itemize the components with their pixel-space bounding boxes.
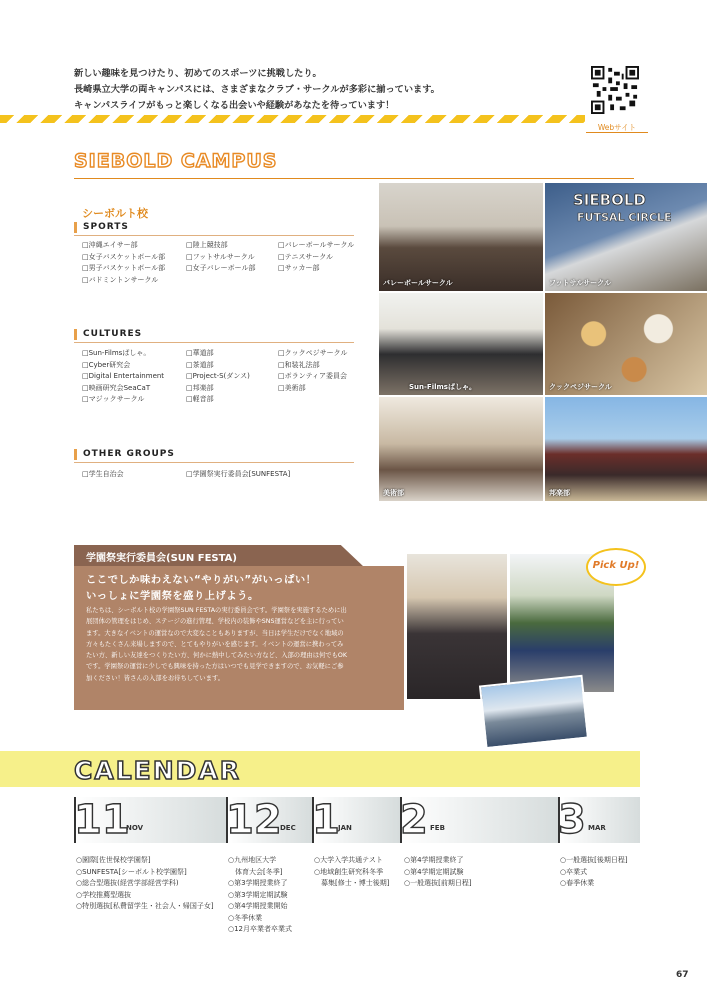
club-item: □茶道部	[186, 360, 214, 369]
club-item: □女子バレーボール部	[186, 264, 256, 272]
club-item: □女子バスケットボール部	[82, 252, 166, 261]
club-item: □テニスサークル	[278, 252, 333, 261]
photo-caption: バレーボールサークル	[383, 279, 453, 287]
school-name: シーボルト校	[82, 207, 148, 220]
sports-col-3	[278, 240, 354, 275]
club-item: □学生自治会	[82, 470, 124, 478]
photo-caption: Sun-Filmsぱしゃ。	[409, 383, 476, 391]
pickup-body	[86, 605, 398, 684]
photo-art	[379, 397, 543, 501]
club-item: □邦楽部	[186, 383, 214, 392]
intro-line: キャンパスライフがもっと楽しくなる出会いや経験があなたを待っています！	[74, 100, 395, 111]
event-item: ○大学入学共通テスト	[314, 856, 383, 864]
body-line: たい方、新しい友達をつくりたい方、何かに熱中してみたい方など、入部の理由は何でもOK	[86, 652, 347, 660]
photo-caption: 邦楽部	[549, 489, 570, 497]
calendar-title: CALENDAR	[74, 756, 241, 785]
cultures-col-1	[82, 348, 164, 406]
section-title-sports: SPORTS	[74, 222, 129, 233]
hazard-stripe	[0, 115, 585, 123]
pickup-badge: Pick Up!	[586, 548, 646, 586]
photo-futsal	[545, 183, 707, 291]
other-col-1	[82, 469, 124, 481]
event-item: ○12月卒業者卒業式	[228, 925, 293, 933]
event-item: ○園際[佐世保校学園祭]	[76, 856, 151, 864]
body-line: 加ください！皆さんの入部をお待ちしています。	[86, 674, 225, 682]
intro-text	[74, 66, 544, 114]
events-nov	[76, 855, 214, 913]
club-item: □マジックサークル	[82, 395, 145, 403]
body-line: 私たちは、シーボルト校の学園祭SUN FESTAの実行委員会です。学園祭を実施するために出	[86, 607, 347, 614]
photo-sunfesta-aerial	[479, 675, 589, 750]
divider	[74, 178, 634, 179]
month-number: 3	[558, 797, 586, 843]
photo-sunfesta-speaker	[405, 552, 509, 701]
club-item: □サッカー部	[278, 264, 320, 272]
events-mar	[560, 855, 628, 890]
events-dec	[228, 855, 292, 936]
month-number: 2	[400, 797, 428, 843]
event-item: ○卒業式	[560, 867, 588, 876]
club-item: □和装礼法部	[278, 360, 320, 369]
divider	[74, 342, 354, 343]
sports-col-2	[186, 240, 255, 275]
club-item: □美術部	[278, 383, 306, 392]
club-item: □学園祭実行委員会[SUNFESTA]	[186, 470, 291, 478]
cultures-col-3	[278, 348, 347, 394]
club-item: □Digital Entertainment	[82, 372, 165, 380]
section-title-other-groups: OTHER GROUPS	[74, 449, 175, 460]
event-item: ○学校推薦型選抜	[76, 890, 132, 899]
event-item: ○一般選抜[前期日程]	[404, 879, 472, 887]
photo-hogaku	[545, 397, 707, 501]
photo-volleyball	[379, 183, 543, 291]
club-item: □沖縄エイサー部	[82, 241, 138, 249]
headline-line: ここでしか味わえない“やりがい”がいっぱい！	[86, 574, 317, 586]
photo-caption: クックペジサークル	[549, 383, 612, 391]
club-item: □陸上競技部	[186, 241, 228, 249]
event-item: ○地域創生研究科冬季	[314, 867, 384, 876]
club-item: □Cyber研究会	[82, 360, 131, 369]
web-site-link[interactable]: Webサイト	[597, 123, 637, 132]
intro-line: 長崎県立大学の両キャンパスには、さまざまなクラブ・サークルが多彩に揃っています。	[74, 84, 440, 95]
month-name: DEC	[280, 824, 296, 832]
body-line: 展団体の管理をはじめ、ステージの進行管理、学校内の装飾やSNS運営などを主に行ってい	[86, 618, 344, 626]
club-item: □ボランティア委員会	[278, 372, 348, 380]
event-item: 募集[修士・博士後期]	[314, 879, 390, 887]
club-item: □男子バスケットボール部	[82, 264, 166, 272]
month-number: 11	[74, 797, 130, 843]
event-item: ○第3学期定期試験	[228, 890, 288, 899]
club-item: □軽音部	[186, 395, 214, 403]
month-number: 12	[226, 797, 282, 843]
club-item: □映画研究会SeaCaT	[82, 383, 151, 392]
photo-sign-text: FUTSAL CIRCLE	[577, 211, 672, 224]
events-feb	[404, 855, 472, 890]
month-name: NOV	[126, 824, 144, 832]
headline-line: いっしょに学園祭を盛り上げよう。	[86, 590, 259, 602]
cultures-col-2	[186, 348, 250, 406]
event-item: ○一般選抜[後期日程]	[560, 856, 628, 864]
body-line: 方々もたくさん来場しますので、とてもやりがいを感じます。イベントの運営に携わってみ	[86, 640, 344, 648]
club-item: □フットサルサークル	[186, 252, 255, 261]
sports-col-1	[82, 240, 165, 286]
section-title-cultures: CULTURES	[74, 329, 142, 340]
month-name: FEB	[430, 824, 445, 832]
club-item: □クックペジサークル	[278, 349, 348, 357]
qr-code-icon[interactable]	[591, 66, 639, 114]
club-item: □華道部	[186, 349, 214, 357]
photo-sign-text: SIEBOLD	[573, 191, 646, 209]
event-item: ○第4学期授業開始	[228, 902, 288, 910]
event-item: 体育大会[冬季]	[228, 867, 283, 876]
events-jan	[314, 855, 389, 890]
club-item: □Sun-Filmsぱしゃ。	[82, 349, 151, 357]
photo-cook	[545, 293, 707, 395]
campus-title: SIEBOLD CAMPUS	[74, 150, 278, 172]
month-name: MAR	[588, 824, 606, 832]
event-item: ○第4学期授業終了	[404, 856, 464, 864]
pickup-title: 学園祭実行委員会(SUN FESTA)	[86, 553, 237, 564]
event-item: ○第3学期授業終了	[228, 879, 288, 887]
divider	[74, 235, 354, 236]
event-item: ○第4学期定期試験	[404, 867, 464, 876]
club-item: □バレーボールサークル	[278, 241, 355, 249]
pickup-headline	[86, 572, 316, 604]
divider	[74, 462, 354, 463]
intro-line: 新しい趣味を見つけたり、初めてのスポーツに挑戦したり。	[74, 68, 322, 79]
photo-caption: フットサルサークル	[549, 279, 611, 287]
event-item: ○九州地区大学	[228, 856, 277, 864]
page-number: 67	[676, 970, 689, 980]
month-number: 1	[312, 797, 340, 843]
month-name: JAN	[338, 824, 352, 832]
event-item: ○総合型選抜(経営学部経営学科)	[76, 879, 179, 887]
event-item: ○SUNFESTA[シーボルト校学園祭]	[76, 867, 187, 876]
divider	[586, 132, 648, 133]
event-item: ○春季休業	[560, 879, 595, 887]
club-item: □Project-S(ダンス)	[186, 372, 250, 380]
body-line: ます。大きなイベントの運営なので大変なこともありますが、当日は学生だけでなく地域の	[86, 629, 344, 637]
event-item: ○特別選抜[私費留学生・社会人・帰国子女]	[76, 902, 214, 910]
other-col-2	[186, 469, 290, 481]
event-item: ○冬季休業	[228, 913, 263, 922]
body-line: です。学園祭の運営に少しでも興味を持った方はいつでも見学できますので、お気軽にご参	[86, 663, 344, 671]
photo-sunfilms	[379, 293, 543, 395]
club-item: □バドミントンサークル	[82, 275, 159, 284]
photo-caption: 美術部	[383, 489, 404, 497]
